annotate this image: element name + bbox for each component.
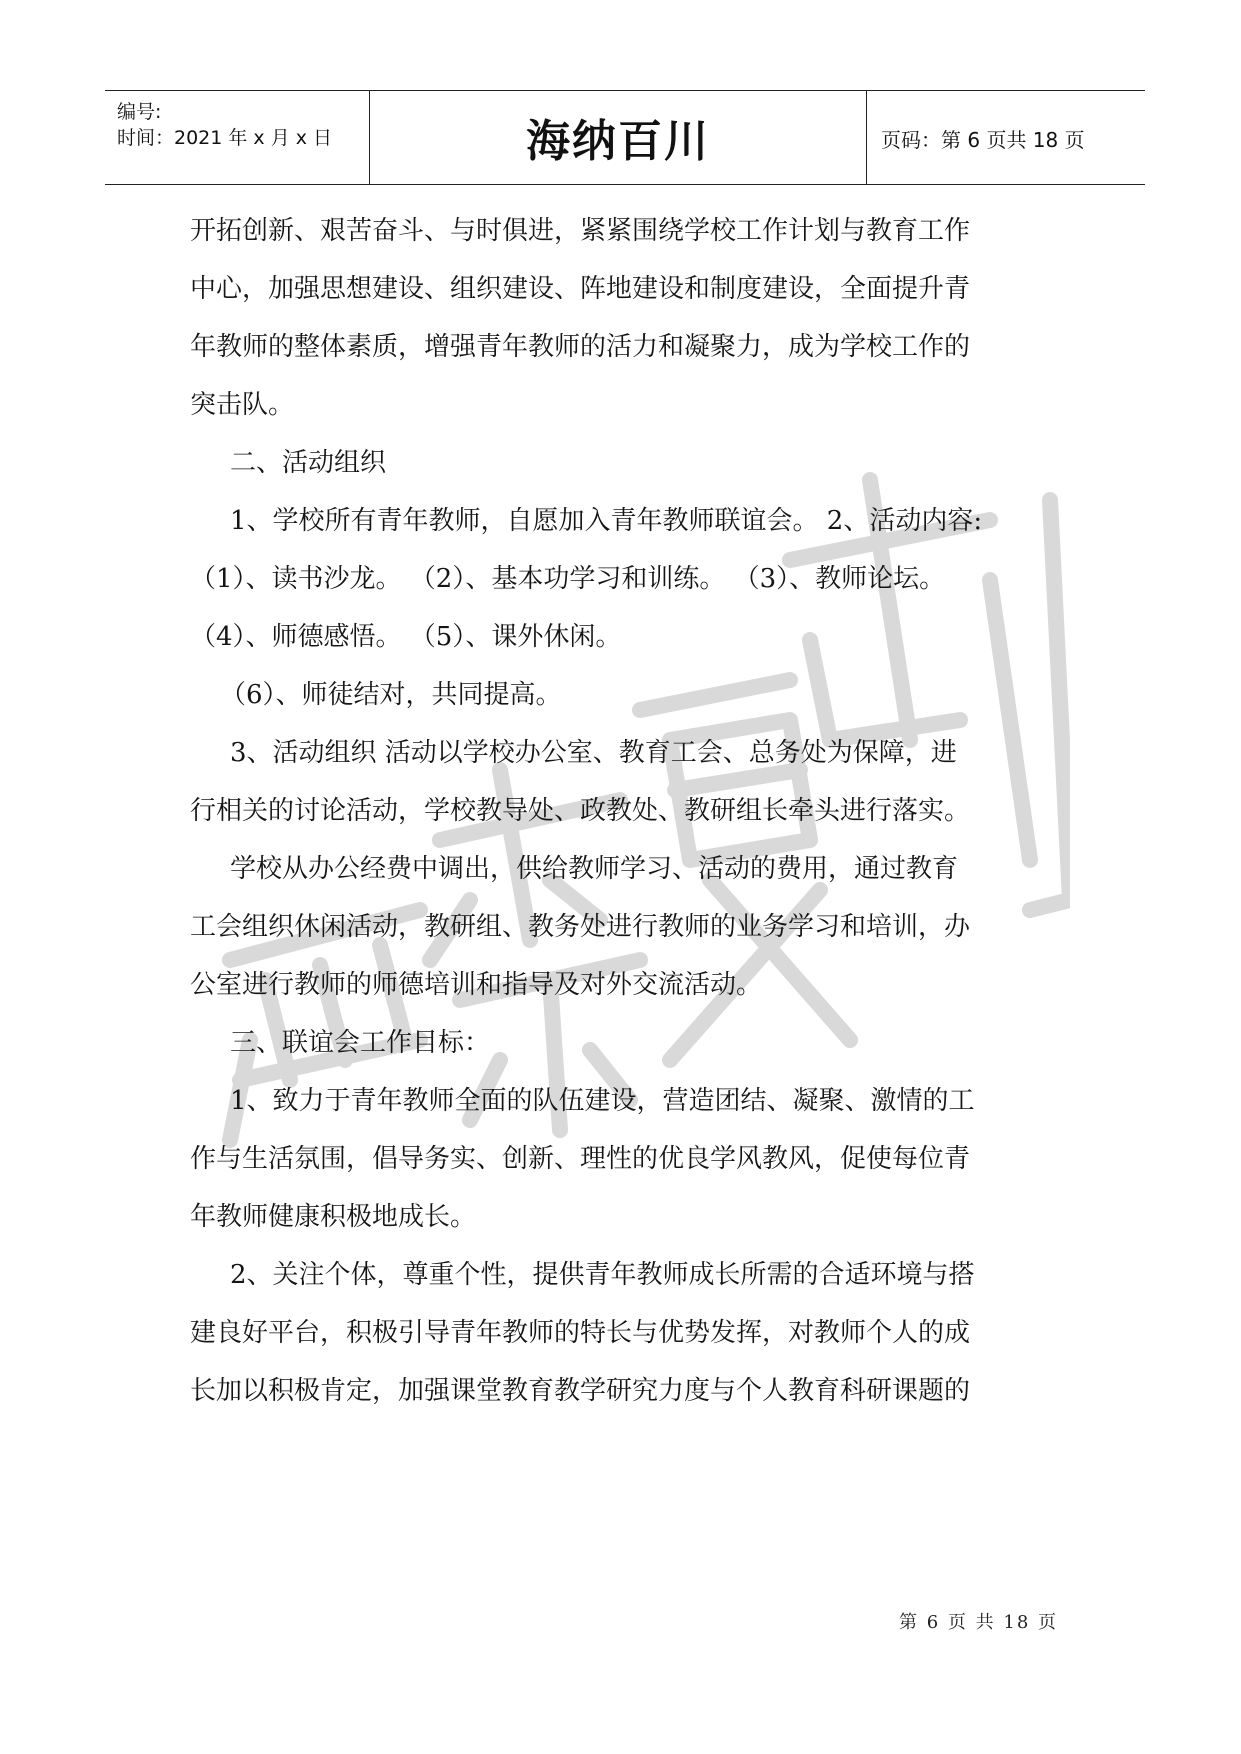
paragraph-line: 突击队。	[190, 390, 295, 420]
header-page-number: 页码：第 6 页共 18 页	[881, 128, 1085, 152]
section-heading: 二、活动组织	[230, 448, 387, 478]
paragraph-line: 2、关注个体，尊重个性，提供青年教师成长所需的合适环境与搭	[230, 1260, 975, 1290]
paragraph-line: 1、致力于青年教师全面的队伍建设，营造团结、凝聚、激情的工	[230, 1086, 975, 1116]
paragraph-line: 学校从办公经费中调出，供给教师学习、活动的费用，通过教育	[230, 854, 959, 884]
paragraph-line: 行相关的讨论活动，学校教导处、政教处、教研组长牵头进行落实。	[190, 796, 971, 826]
paragraph-line: 中心，加强思想建设、组织建设、阵地建设和制度建设，全面提升青	[190, 274, 971, 304]
paragraph-line: （4）、师德感悟。 （5）、课外休闲。	[190, 622, 622, 652]
paragraph-line: 建良好平台，积极引导青年教师的特长与优势发挥，对教师个人的成	[190, 1318, 971, 1348]
date-label: 时间：2021 年 x 月 x 日	[117, 127, 333, 149]
header-title-cell	[370, 91, 867, 184]
serial-number-label: 编号:	[117, 101, 162, 123]
header-page-cell	[867, 91, 1145, 184]
header-info-cell	[105, 91, 370, 184]
paragraph-line: 长加以积极肯定，加强课堂教育教学研究力度与个人教育科研课题的	[190, 1376, 971, 1406]
paragraph-line: 开拓创新、艰苦奋斗、与时俱进，紧紧围绕学校工作计划与教育工作	[190, 216, 971, 246]
paragraph-line: 工会组织休闲活动，教研组、教务处进行教师的业务学习和培训，办	[190, 912, 971, 942]
paragraph-line: 1、学校所有青年教师，自愿加入青年教师联谊会。 2、活动内容:	[230, 506, 983, 536]
header-title: 海纳百川	[526, 116, 710, 167]
paragraph-line: 年教师的整体素质，增强青年教师的活力和凝聚力，成为学校工作的	[190, 332, 971, 362]
paragraph-line: （1）、读书沙龙。 （2）、基本功学习和训练。 （3）、教师论坛。	[190, 564, 946, 594]
page-header	[105, 90, 1145, 185]
paragraph-line: 年教师健康积极地成长。	[190, 1202, 477, 1232]
paragraph-line: （6）、师徒结对，共同提高。	[220, 680, 562, 710]
paragraph-line: 作与生活氛围，倡导务实、创新、理性的优良学风教风，促使每位青	[190, 1144, 971, 1174]
paragraph-line: 公室进行教师的师德培训和指导及对外交流活动。	[190, 970, 763, 1000]
page-footer-number: 第 6 页 共 18 页	[899, 1612, 1058, 1633]
section-heading: 三、联谊会工作目标：	[230, 1028, 491, 1058]
paragraph-line: 3、活动组织 活动以学校办公室、教育工会、总务处为保障，进	[230, 738, 957, 768]
